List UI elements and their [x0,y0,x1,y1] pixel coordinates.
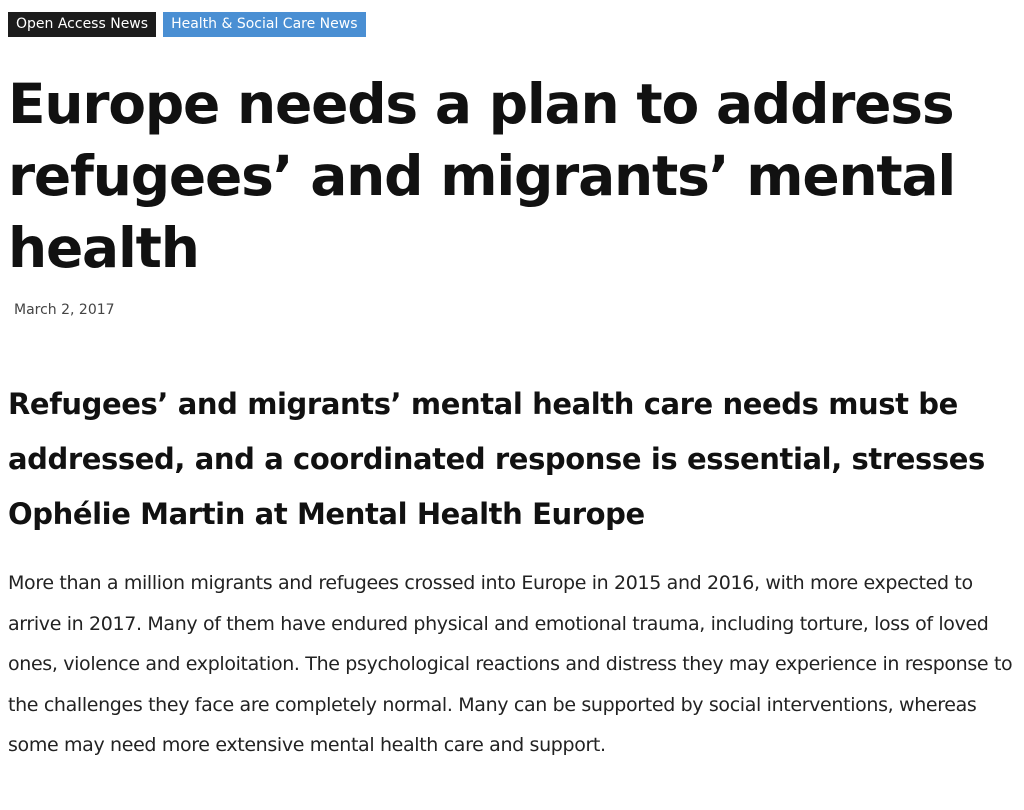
article [8,12,1016,766]
publish-date: March 2, 2017 [14,302,115,318]
tag-open-access-news[interactable]: Open Access News [8,12,156,37]
article-subtitle: Refugees’ and migrants’ mental health care needs must be addressed, and a coordinated response is essential, stresses Ophélie Martin at Mental Health Europe [8,387,985,531]
article-title: Europe needs a plan to address refugees’ and migrants’ mental health [8,72,956,280]
category-tags [8,12,1016,37]
tag-health-social-care-news[interactable]: Health & Social Care News [163,12,365,37]
article-body-paragraph: More than a million migrants and refugees crossed into Europe in 2015 and 2016, with more expected to arrive in 2017. Many of them have endured physical and emotional trauma, including torture, loss of loved ones, violence and exploitation. The psychological reactions and distress they may experience in response to the challenges they face are completely normal. Many can be supported by social interventions, whereas some may need more extensive mental health care and support. [8,572,1013,756]
